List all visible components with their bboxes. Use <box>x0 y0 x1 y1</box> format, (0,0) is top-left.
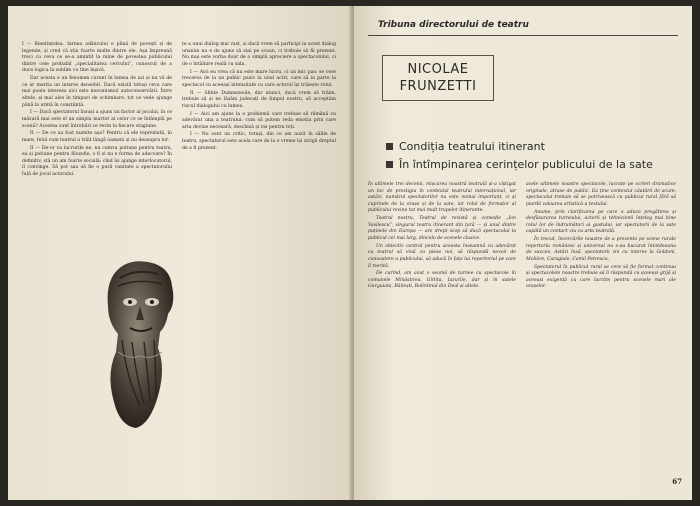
right-column-1 <box>368 182 516 482</box>
paragraph: I — Nu sunt un critic, totuși, din ce am auzit în sălile de teatru, spectatorul este acela care de la o vreme își strigă dreptul de a fi prezent. <box>182 132 336 151</box>
paragraph: I — Dacă spectatorul însuși a ajuns un factor al jocului, în ce măsură mai este el un simplu martor al celor ce se întâmplă pe scenă? Acestea sunt întrebări ce revin la fiecare stagiune. <box>22 110 172 129</box>
author-title-box <box>382 55 494 101</box>
square-bullet-icon <box>386 161 393 168</box>
paragraph: II — De-or va lucrurile ne, nu cumva potiune pentru teatru, ea și potiune pentru filozofie, o fi și nu e forma de adecvare? În definitiv, stă un am foarte socială: cînd își ajunge interlocutorul, îl convinge. Să pot sau să fie o pură vanitate a spectatorului față de jocul actorului. <box>22 145 172 178</box>
paragraph: I — Binețințelea. Iarnea adâncului e plină de poveşti și de legende, și cred că știu foarte multe dintre ele. Așa împreună treci cu ceva ce se-a amintit la mine de povestea publicului dintre cele probabil „specialitatea cercului”, cunoscut de a duce logica la sublim cu tine înșivă. <box>22 42 172 74</box>
section-rubric: Tribuna directorului de teatru <box>378 20 529 30</box>
paragraph: II — Sfinte Dumnezeule, dar atunci, dacă vrem să trăim, trebuie să și ne lăsăm judecați de timpul nostru, să acceptăm riscul dialogului cu lumea. <box>182 90 336 109</box>
paragraph: De curînd, am avut o seamă de turnee cu spectacole în comunele Mînăstirea, Gîrlita, Iazurile, dar și în satele Gurguiata, Băilești, Bolintinul din Deal și altele. <box>368 271 516 290</box>
left-page <box>8 6 352 500</box>
paragraph: I — Aici am ajuns la o problemă care trebuie să rămână cu adevărat una a teatrului: cum să putem reda emoția prin care arta devine necesară, deschisă și vie pentru toți. <box>182 111 336 130</box>
right-page <box>354 6 692 500</box>
sculpted-head-illustration <box>96 256 186 436</box>
left-column-2 <box>182 42 336 242</box>
author-last-name: FRUNZETTI <box>399 79 477 94</box>
headline-1: Condiția teatrului itinerant <box>386 140 545 153</box>
paragraph: În trecut, încercările noastre de a prezenta pe scene rurale repertoriu românesc și universal nu s-au bucurat întotdeauna de succes. Astăzi însă, spectatorii vin cu interes la Goldoni, Molière, Caragiale, Camil Petrescu. <box>526 237 676 262</box>
paragraph: I — Aici eu vrea că nu este mare lucru, ci un mic pas: se cere trecerea de la un public pasiv la unul activ, care să ia parte la spectacol cu aceeași intensitate cu care actorul își trăiește rolul. <box>182 69 336 88</box>
paragraph: Dar acesta e un fenomen curent în lumea de azi și nu vă de ce ar merita un interes deosebit. Dacă există totuși ceva care mai poate interesa aici este mecanismul autoconservării. Între altele, și mai ales în timpuri de schimbare, tot ce vede ajunge până la urmă în conștiință. <box>22 76 172 108</box>
right-column-2 <box>526 182 676 482</box>
paragraph: acele ultimele noastre spectacole, lucrate pe scrieri dramatice originale, atrase de public. Ea ține contextul căutării de acum: spectacolul trebuie să se potrivească cu publicul rural fără să piardă valoarea artistică a textului. <box>526 182 676 207</box>
paragraph: Un obiectiv central pentru aceasta înseamnă cu adevărat ca teatrul să vină cu piese noi, să răspundă nevoii de cunoaștere a publicului, să aducă în fața lui repertoriul pe care îl merită. <box>368 243 516 269</box>
headline-2: În întîmpinarea cerințelor publicului de la sate <box>386 158 653 171</box>
left-column-1 <box>22 42 172 242</box>
paragraph: te a unui dialog mai vast, și dacă vrem să participi la acest dialog unanim nu e de ajuns să stai pe scaun, ci trebuie să fii prezent. Nu mai este vorba doar de o simplă apreciere a spectacolului, ci de o întâlnire reală cu sala. <box>182 42 336 67</box>
paragraph: În ultimele trei decenii, mișcarea noastră teatrală și-a cîștigat un loc de prestigiu în contextul teatrului internațional, iar astăzi, numărul spectatorilor nu este numai important, ci și cuprinde de la orașe și de la sate, iar rolul de formator al publicului revine tot mai mult trupelor itinerante. <box>368 182 516 214</box>
paragraph: Spectatorul în publicul rural se cere să fie format continuu și spectacolele noastre trebuie să îi răspundă cu aceeași grijă și aceeași exigență cu care lucrăm pentru scenele mari ale orașelor. <box>526 264 676 290</box>
book-spread <box>8 6 692 500</box>
paragraph: II — De ce au fost numite așa? Pentru că ele reprezintă, în mare, felul cum teatrul a trăit lângă oameni și nu deasupra lor. <box>22 131 172 143</box>
author-first-name: NICOLAE <box>407 62 469 77</box>
header-divider <box>368 35 678 36</box>
square-bullet-icon <box>386 143 393 150</box>
paragraph: Anume, prin clarificarea pe care o aduce pregătirea și desfășurarea turneului, actorii și tehnicienii înțeleg mai bine rolul lor de îndrumători ai gustului, iar spectatorii de la sate capătă un contact viu cu arta teatrală. <box>526 209 676 235</box>
page-number: 67 <box>672 477 682 486</box>
paragraph: Teatrul nostru, Teatrul de revistă și comedie „Ion Vasilescu”, singurul teatru itinerant din țară — și unul dintre puținele din Europa — are drept scop să ducă spectacolul la publicul cel mai larg, dincolo de scenele clasice. <box>368 216 516 241</box>
